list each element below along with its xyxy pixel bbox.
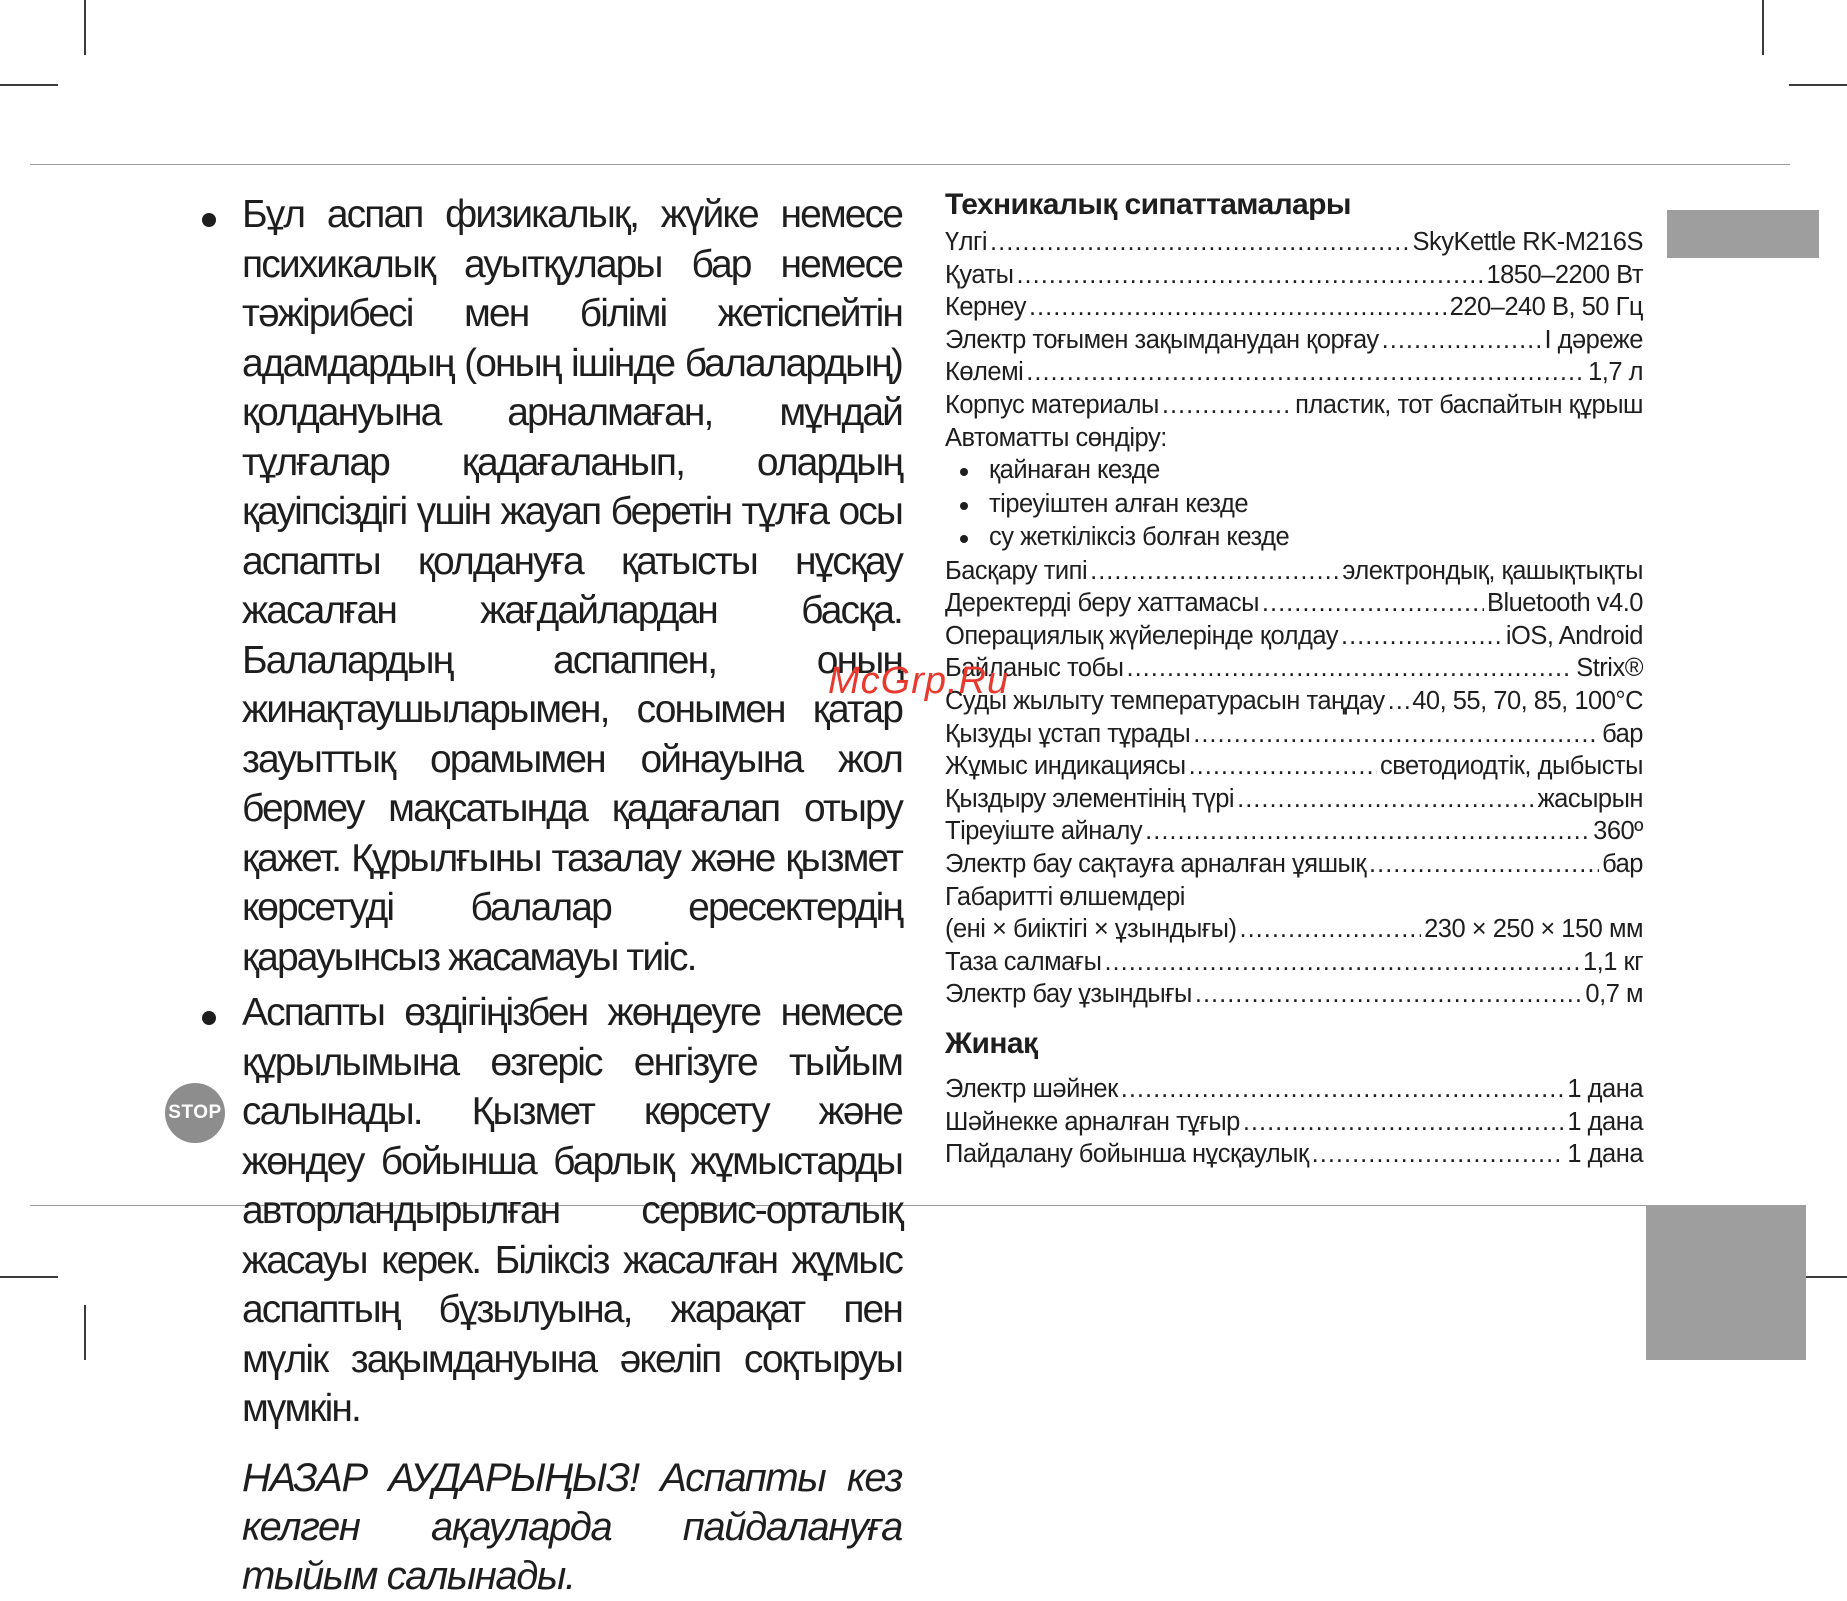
auto-off-item: қайнаған кезде [945,454,1643,488]
spec-row: Көлемі ..... 1,7 л [945,356,1643,389]
spec-row: Байланыс тобы ..... Strix® [945,652,1643,685]
page-number-tab [1646,1205,1806,1360]
kit-row: Шәйнекке арналған тұғыр ..... 1 дана [945,1106,1643,1139]
specifications [945,186,1643,1171]
crop-mark [0,1276,58,1278]
crop-mark [0,84,58,86]
spec-row: Таза салмағы ..... 1,1 кг [945,946,1643,979]
safety-instructions [190,190,902,1601]
kit-title: Жинақ [945,1026,1038,1060]
spec-row: Басқару типі ..... электрондық, қашықтықты [945,555,1643,588]
crop-mark [84,1305,86,1360]
safety-bullet: Бұл аспап физикалық, жүйке немесе психикалық ауытқулары бар немесе тәжірибесі мен білімі жетіспейтін адамдардың (оның ішінде балалардың) қолдануына арналмаған, мұндай тұлғалар қадағаланып, олардың қауіпсіздігі үшін жауап беретін тұлға осы аспапты қолдануға қатысты нұсқау жасалған жағдайлардан басқа. Балалардың аспаппен, оның жинақтаушыларымен, сонымен қатар зауыттық орамымен ойнауына жол бермеу мақсатында қадағалап отыру қажет. Құрылғыны тазалау және қызмет көрсетуді балалар ересектердің қарауынсыз жасамауы тиіс. [190,190,902,982]
specs-title: Техникалық сипаттамалары [945,188,1351,221]
top-rule [30,164,1790,165]
auto-off-item: су жеткіліксіз болған кезде [945,521,1643,555]
safety-bullet: Аспапты өздігіңізбен жөндеуге немесе құрылымына өзгеріс енгізуге тыйым салынады. Қызмет көрсету және жөндеу бойынша барлық жұмыстарды авторландырылған сервис-орталық жасауы керек. Біліксіз жасалған жұмыс аспаптың бұзылуына, жарақат пен мүлік зақымдануына әкеліп соқтыруы мүмкін. [190,988,902,1434]
spec-row: Кернеу ..... 220–240 В, 50 Гц [945,291,1643,324]
stop-icon: STOP [165,1083,225,1143]
spec-row: (ені × биіктігі × ұзындығы) ..... 230 × 250 × 150 мм [945,913,1643,946]
dimensions-label: Габаритті өлшемдері [945,882,1185,911]
spec-row: Қыздыру элементінің түрі ..... жасырын [945,783,1643,816]
kit-row: Электр шәйнек ..... 1 дана [945,1073,1643,1106]
spec-row: Қуаты ..... 1850–2200 Вт [945,259,1643,292]
spec-row: Электр бау сақтауға арналған ұяшық ..... бар [945,848,1643,881]
spec-row: Операциялық жүйелерінде қолдау ..... iOS, Android [945,620,1643,653]
spec-row: Үлгі ..... SkyKettle RK-M216S [945,226,1643,259]
auto-off-item: тіреуіштен алған кезде [945,488,1643,522]
spec-row: Қызуды ұстап тұрады ..... бар [945,718,1643,751]
auto-off-label: Автоматты сөндіру: [945,423,1167,452]
spec-row: Электр бау ұзындығы ..... 0,7 м [945,978,1643,1011]
crop-mark [1762,0,1764,55]
spec-row: Деректерді беру хаттамасы ..... Bluetooth v4.0 [945,587,1643,620]
spec-row: Корпус материалы ..... пластик, тот баспайтын құрыш [945,389,1643,422]
section-tab [1667,210,1819,258]
crop-mark [84,0,86,55]
crop-mark [1789,84,1847,86]
spec-row: Жұмыс индикациясы ..... светодиодтік, дыбысты [945,750,1643,783]
watermark-text: McGrp.Ru [828,660,1010,702]
kit-row: Пайдалану бойынша нұсқаулық ..... 1 дана [945,1138,1643,1171]
warning-text: НАЗАР АУДАРЫҢЫЗ! Аспапты кез келген ақауларда пайдалануға тыйым салынады. [242,1455,902,1598]
spec-row: Суды жылыту температурасын таңдау ..... 40, 55, 70, 85, 100°C [945,685,1643,718]
spec-row: Тіреуіште айналу ..... 360º [945,815,1643,848]
spec-row: Электр тоғымен зақымданудан қорғау ..... I дәреже [945,324,1643,357]
